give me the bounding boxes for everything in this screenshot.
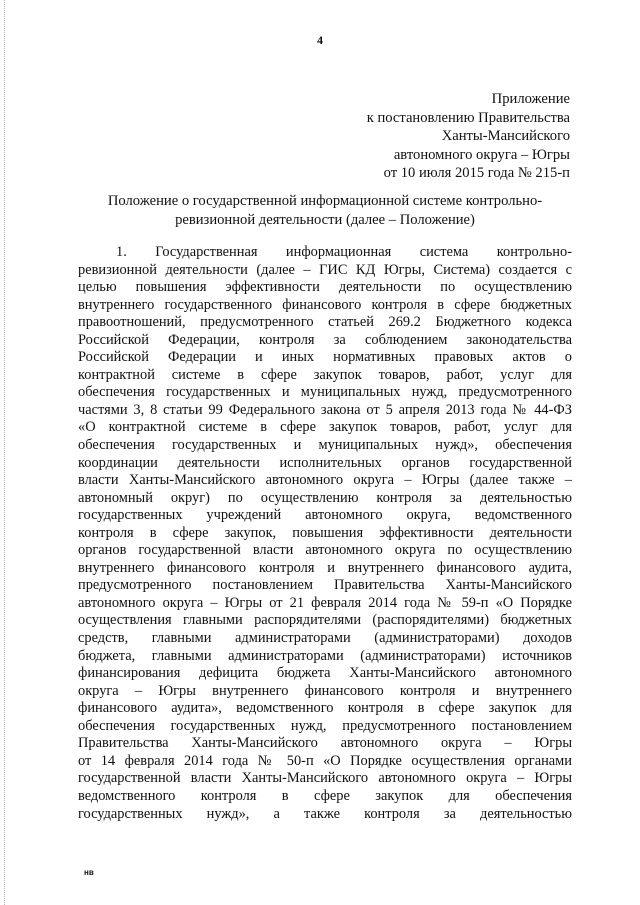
body-line: государственных учреждений автономного округа, ведомственного [78,507,572,524]
page-number: 4 [317,33,323,47]
body-line: автономный округ) по осуществлению контроля за деятельностью [78,489,572,506]
appendix-line: от 10 июля 2015 года № 215-п [383,165,570,181]
body-line: бюджета, главными администраторами (администраторами) источников [78,647,572,664]
body-line: Российской Федерации и иных нормативных правовых актов о [78,349,572,366]
body-line: внутреннего государственного финансового контроля в сфере бюджетных [78,296,572,313]
body-line: автономного округа – Югры от 21 февраля 2014 года № 59-п «О Порядке [78,594,572,611]
appendix-line: к постановлению Правительства [366,109,570,126]
appendix-line: автономного округа – Югры [393,146,570,163]
body-line: контроля в сфере закупок, повышения эффективности деятельности [78,524,572,541]
body-line: предусмотренного постановлением Правительства Ханты-Мансийского [78,577,572,594]
body-line: округа – Югры внутреннего финансового контроля и внутреннего [78,682,572,699]
body-line: целью повышения эффективности деятельности по осуществлению [78,279,572,296]
body-line: правоотношений, предусмотренного статьей 269.2 Бюджетного кодекса [78,314,572,331]
scan-edge-line [4,0,6,905]
body-line: «О контрактной системе в сфере закупок товаров, работ, услуг для [78,419,572,436]
document-title [90,192,560,229]
body-line: финансирования дефицита бюджета Ханты-Мансийского автономного [78,665,572,682]
body-line: средств, главными администраторами (администраторами) доходов [78,630,572,647]
body-line: государственных нужд», а также контроля за деятельностью [78,805,572,822]
body-line: государственной власти Ханты-Мансийского автономного округа – Югры [78,770,572,787]
body-line: внутреннего финансового контроля и внутреннего финансового аудита, [78,559,572,576]
body-line: финансового аудита», ведомственного контроля в сфере закупок для [78,700,572,717]
body-line: 1. Государственная информационная система контрольно- [116,244,572,260]
body-line: частями 3, 8 статьи 99 Федерального закона от 5 апреля 2013 года № 44-ФЗ [78,401,572,418]
body-line: осуществления главными распорядителями (распорядителями) бюджетных [78,612,572,629]
body-line: контрактной системе в сфере закупок товаров, работ, услуг для [78,366,572,383]
body-line: ревизионной деятельности (далее – ГИС КД Югры, Система) создается с [78,261,572,278]
title-line: Положение о государственной информационной системе контрольно- [107,193,543,209]
body-line: органов государственной власти автономного округа по осуществлению [78,542,572,559]
body-line: Правительства Ханты-Мансийского автономного округа – Югры [78,735,572,752]
title-line: ревизионной деятельности (далее – Положение) [175,211,475,228]
appendix-line: Ханты-Мансийского [441,128,570,144]
body-line: Российской Федерации, контроля за соблюдением законодательства [78,331,572,348]
appendix-line: Приложение [491,91,570,107]
body-line: обеспечения государственных и муниципальных нужд», обеспечения [78,437,572,454]
body-paragraph [78,244,572,823]
body-line: координации деятельности исполнительных органов государственной [78,454,572,471]
body-line: от 14 февраля 2014 года № 50-п «О Порядке осуществления органами [78,752,572,769]
body-line: обеспечения государственных и муниципальных нужд, предусмотренного [78,384,572,401]
body-line: обеспечения государственных нужд, предусмотренного постановлением [78,717,572,734]
body-line: власти Ханты-Мансийского автономного округа – Югры (далее также – [78,472,572,489]
body-line: ведомственного контроля в сфере закупок для обеспечения [78,787,572,804]
footer-initials: нв [84,868,94,877]
appendix-header [367,90,570,183]
